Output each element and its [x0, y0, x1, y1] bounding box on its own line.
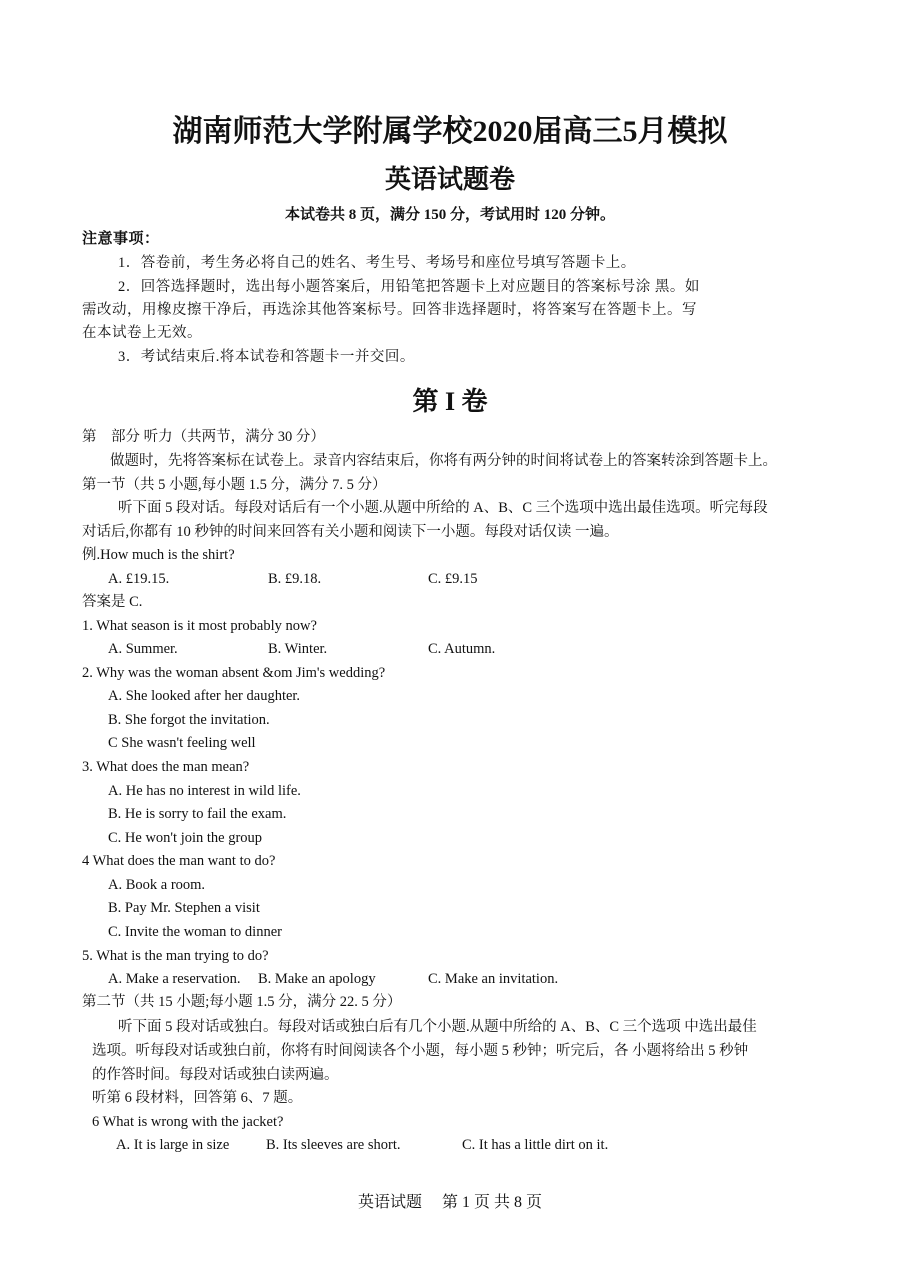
- notice-item-1: 1．答卷前，考生务必将自己的姓名、考生号、考场号和座位号填写答题卡上。: [118, 255, 636, 271]
- section1-intro-cont: 对话后,你都有 10 秒钟的时间来回答有关小题和阅读下一小题。每段对话仅读 一遍。: [82, 524, 619, 540]
- q3-option-c: C. He won't join the group: [108, 830, 263, 846]
- example-option-a: A. £19.15.: [108, 571, 170, 587]
- q6-option-c: C. It has a little dirt on it.: [462, 1137, 609, 1153]
- question-5: 5. What is the man trying to do?: [82, 948, 269, 964]
- q5-option-b: B. Make an apology: [258, 971, 376, 987]
- section2-intro-cont: 的作答时间。每段对话或独白读两遍。: [92, 1067, 339, 1083]
- q2-option-b: B. She forgot the invitation.: [108, 712, 270, 728]
- q4-option-a: A. Book a room.: [108, 877, 206, 893]
- q1-option-b: B. Winter.: [268, 641, 328, 657]
- q4-option-c: C. Invite the woman to dinner: [108, 924, 282, 940]
- q6-option-b: B. Its sleeves are short.: [266, 1137, 401, 1153]
- q3-option-a: A. He has no interest in wild life.: [108, 783, 301, 799]
- example-option-c: C. £9.15: [428, 571, 478, 587]
- section2-intro-cont: 选项。听每段对话或独白前，你将有时间阅读各个小题，每小题 5 秒钟；听完后，各 小题将给出 5 秒钟: [92, 1043, 749, 1059]
- section1-intro: 听下面 5 段对话。每段对话后有一个小题.从题中所给的 A、B、C 三个选项中选出最佳选项。听完每段: [118, 500, 768, 516]
- q4-option-b: B. Pay Mr. Stephen a visit: [108, 900, 260, 916]
- example-question: 例.How much is the shirt?: [82, 547, 235, 563]
- question-3: 3. What does the man mean?: [82, 759, 250, 775]
- section2-intro: 听下面 5 段对话或独白。每段对话或独白后有几个小题.从题中所给的 A、B、C 三个选项 中选出最佳: [118, 1019, 757, 1035]
- exam-title: 湖南师范大学附属学校2020届高三5月模拟: [172, 115, 728, 148]
- q2-option-c: C She wasn't feeling well: [108, 735, 256, 751]
- page-footer: 英语试题 第 1 页 共 8 页: [357, 1194, 542, 1211]
- question-4: 4 What does the man want to do?: [82, 853, 276, 869]
- q1-option-c: C. Autumn.: [428, 641, 496, 657]
- exam-subtitle: 英语试题卷: [384, 165, 515, 194]
- q3-option-b: B. He is sorry to fail the exam.: [108, 806, 287, 822]
- volume-title: 第 I 卷: [412, 387, 488, 416]
- example-answer: 答案是 C.: [82, 594, 143, 610]
- question-1: 1. What season is it most probably now?: [82, 618, 317, 634]
- example-option-b: B. £9.18.: [268, 571, 322, 587]
- q6-option-a: A. It is large in size: [116, 1137, 230, 1153]
- question-2: 2. Why was the woman absent &om Jim's wedding?: [82, 665, 386, 681]
- q2-option-a: A. She looked after her daughter.: [108, 688, 301, 704]
- part1-heading: 第 部分 听力（共两节，满分 30 分）: [82, 429, 325, 445]
- notice-item-2: 2．回答选择题时，选出每小题答案后，用铅笔把答题卡上对应题目的答案标号涂 黑。如: [118, 279, 700, 295]
- exam-info: 本试卷共 8 页，满分 150 分，考试用时 120 分钟。: [284, 207, 615, 223]
- notice-item-2-cont: 需改动，用橡皮擦干净后，再选涂其他答案标号。回答非选择题时，将答案写在答题卡上。写: [82, 302, 697, 318]
- q5-option-a: A. Make a reservation.: [108, 971, 241, 987]
- section2-heading: 第二节（共 15 小题;每小题 1.5 分，满分 22. 5 分）: [82, 994, 402, 1010]
- material-6-instruction: 听第 6 段材料，回答第 6、7 题。: [92, 1090, 303, 1106]
- part1-intro: 做题时，先将答案标在试卷上。录音内容结束后，你将有两分钟的时间将试卷上的答案转涂到答题卡上。: [110, 453, 777, 469]
- notice-heading: 注意事项：: [82, 231, 160, 247]
- notice-item-3: 3．考试结束后.将本试卷和答题卡一并交回。: [118, 349, 415, 365]
- q1-option-a: A. Summer.: [108, 641, 178, 657]
- section1-heading: 第一节（共 5 小题,每小题 1.5 分，满分 7. 5 分）: [82, 477, 387, 493]
- question-6: 6 What is wrong with the jacket?: [92, 1114, 284, 1130]
- notice-item-2-cont: 在本试卷上无效。: [82, 325, 202, 341]
- q5-option-c: C. Make an invitation.: [428, 971, 559, 987]
